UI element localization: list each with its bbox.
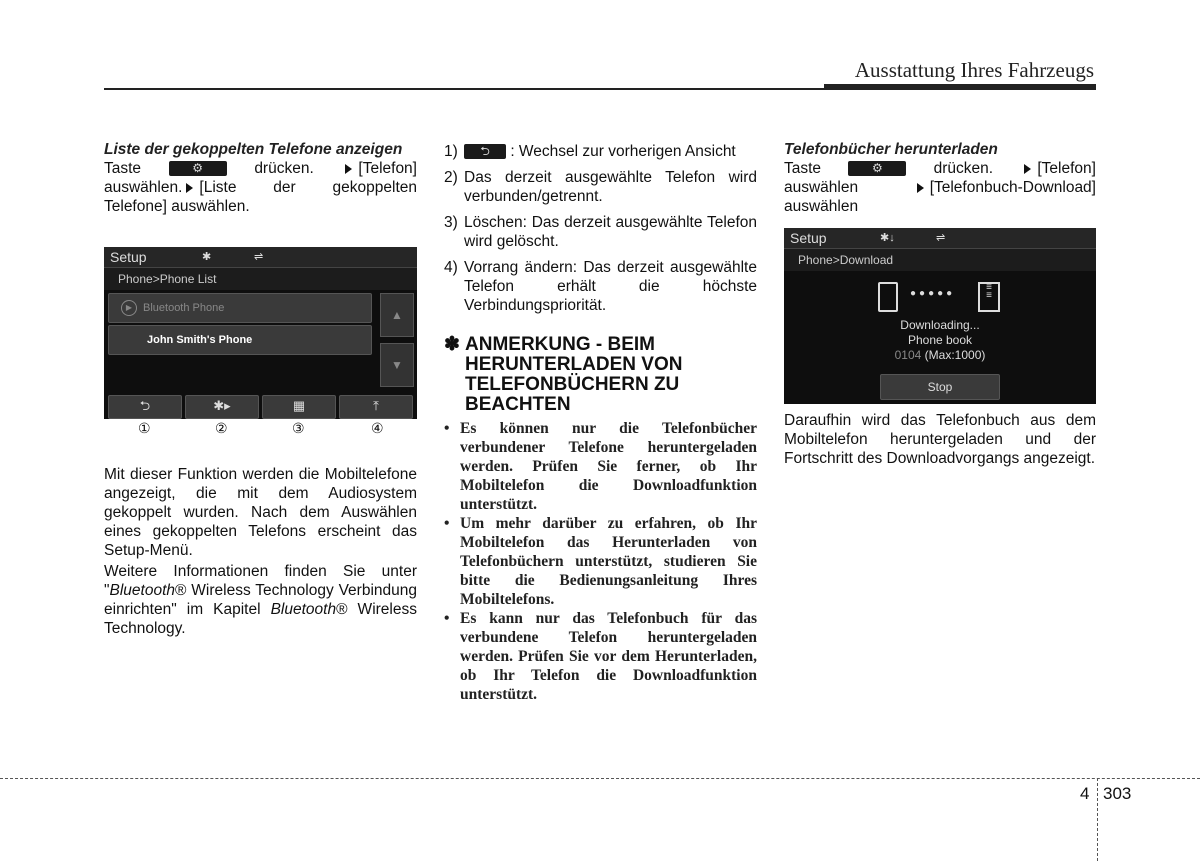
- screen-title-bar: [104, 247, 417, 268]
- right-body: [784, 411, 1096, 468]
- note-star-icon: ✽: [444, 334, 460, 355]
- screen-title-bar: [784, 228, 1096, 249]
- legend-item: [444, 258, 757, 315]
- progress-dots: ●●●●●: [910, 288, 956, 299]
- instruction-line-2: [784, 178, 1096, 197]
- text-liste: [Liste der gekoppelten Telefone] auswählen.: [104, 179, 417, 215]
- left-body: [104, 465, 417, 638]
- note-bullet: • Um mehr darüber zu erfahren, ob Ihr Mobiltelefon das Herunterladen von Telefonbüchern unterstützt, studieren Sie bitte die Bedienungsanleitung Ihres Mobiltelefons.: [444, 514, 757, 609]
- arrow-right-icon: [917, 183, 924, 193]
- bluetooth-connect-icon: ✱▸: [213, 398, 231, 413]
- marker-3: ③: [292, 420, 305, 436]
- back-button[interactable]: [108, 395, 182, 419]
- page-number: 303: [1103, 784, 1132, 803]
- footer-rule: [0, 778, 1200, 779]
- download-target: Phone book: [907, 333, 973, 347]
- chapter-number: 4: [1080, 784, 1090, 803]
- download-count-line: [784, 348, 1096, 362]
- paragraph: Daraufhin wird das Telefonbuch aus dem Mobiltelefon heruntergeladen und der Fortschritt des Downloadvorgangs angezeigt.: [784, 412, 1096, 467]
- text-taste: Taste: [784, 160, 822, 177]
- paragraph-reference: [104, 562, 417, 638]
- list-item-bluetooth-phone[interactable]: [108, 293, 372, 323]
- back-key-icon: ⮌: [464, 144, 506, 159]
- list-item-label: John Smith's Phone: [147, 334, 253, 346]
- marker-4: ④: [371, 420, 384, 436]
- text: Weitere Informationen finden Sie unter ": [104, 563, 417, 599]
- setup-key-icon: ⚙: [848, 161, 906, 176]
- button-legend: [444, 142, 757, 315]
- instruction-line-2: [104, 178, 417, 216]
- legend-text: Löschen: Das derzeit ausgewählte Telefon wird gelöscht.: [464, 214, 757, 250]
- trash-icon: ▦: [292, 398, 306, 413]
- legend-number: 2): [444, 169, 458, 186]
- text-telefon: [Telefon]: [358, 160, 417, 177]
- screen-title: Setup: [110, 249, 147, 265]
- stop-button[interactable]: [880, 374, 1000, 400]
- legend-number: 4): [444, 259, 458, 276]
- download-count: 0104: [894, 348, 922, 362]
- footer-divider: [1097, 778, 1098, 861]
- middle-column: [444, 142, 757, 704]
- download-max: (Max:1000): [924, 348, 986, 362]
- stop-button-label: Stop: [927, 380, 953, 394]
- text-bluetooth: Bluetooth: [270, 601, 337, 618]
- section-heading: Telefonbücher herunterladen: [784, 141, 998, 158]
- legend-text: Vorrang ändern: Das derzeit ausgewählte Telefon erhält die höchste Verbindungspriorität.: [464, 259, 757, 314]
- connect-button[interactable]: [185, 395, 259, 419]
- legend-item: [444, 142, 757, 161]
- back-icon: ⮌: [139, 398, 151, 413]
- screen-breadcrumb: Phone>Phone List: [104, 268, 417, 290]
- text-download: [Telefonbuch-Download]: [929, 179, 1096, 196]
- legend-number: 3): [444, 214, 458, 231]
- text-telefon: [Telefon]: [1037, 160, 1096, 177]
- play-icon: ▶: [121, 300, 137, 316]
- arrow-right-icon: [1024, 164, 1031, 174]
- phonebook-icon: ≡ ≡: [978, 282, 1000, 312]
- note-box: [444, 335, 757, 415]
- text: ® Wireless Technology.: [104, 601, 417, 637]
- bluetooth-icon: ✱: [202, 251, 212, 263]
- text-druecken: drücken.: [933, 160, 994, 177]
- text-bluetooth: Bluetooth: [109, 582, 176, 599]
- note-bullets: [444, 419, 757, 704]
- legend-text: : Wechsel zur vorherigen Ansicht: [510, 143, 736, 160]
- priority-button[interactable]: [339, 395, 413, 419]
- phone-list-screen: [104, 247, 417, 419]
- usb-icon: ⇌: [254, 251, 264, 263]
- text-druecken: drücken.: [254, 160, 314, 177]
- instruction-line-1: [784, 159, 1096, 178]
- bluetooth-download-icon: ✱↓: [880, 232, 895, 244]
- legend-item: [444, 168, 757, 206]
- list-item-john-smith-phone[interactable]: [108, 325, 372, 355]
- running-header: Ausstattung Ihres Fahrzeugs: [854, 58, 1094, 82]
- instruction-line-1: [104, 159, 417, 178]
- text-auswaehlen: auswählen.: [104, 179, 183, 196]
- legend-item: [444, 213, 757, 251]
- arrow-right-icon: [345, 164, 352, 174]
- text: ® Wireless Technology Verbindung einrichten" im Kapitel: [104, 582, 417, 618]
- text-taste: Taste: [104, 160, 142, 177]
- right-column: [784, 140, 1096, 216]
- legend-text: Das derzeit ausgewählte Telefon wird verbunden/getrennt.: [464, 169, 757, 205]
- header-rule-accent: [824, 84, 1096, 90]
- screen-title: Setup: [790, 230, 827, 246]
- setup-key-icon: ⚙: [169, 161, 227, 176]
- phone-icon: [878, 282, 898, 312]
- priority-up-icon: ⤒: [373, 398, 379, 413]
- scroll-down-button[interactable]: ▼: [380, 343, 414, 387]
- delete-button[interactable]: [262, 395, 336, 419]
- text-auswaehlen: auswählen: [784, 179, 859, 196]
- screen-breadcrumb: Phone>Download: [784, 249, 1096, 271]
- section-heading: Liste der gekoppelten Telefone anzeigen: [104, 141, 403, 158]
- left-column: [104, 140, 417, 216]
- usb-icon: ⇌: [936, 232, 946, 244]
- note-bullet: • Es können nur die Telefonbücher verbundener Telefone heruntergeladen werden. Prüfen Sie ferner, ob Ihr Mobiltelefon die Downloadfunktion unterstützt.: [444, 419, 757, 514]
- download-status: Downloading...: [900, 318, 980, 332]
- note-heading: ANMERKUNG - BEIM HERUNTERLADEN VON TELEFONBÜCHERN ZU BEACHTEN: [465, 334, 683, 415]
- legend-number: 1): [444, 143, 458, 160]
- paragraph: Mit dieser Funktion werden die Mobiltelefone angezeigt, die mit dem Audiosystem gekoppelt wurden. Nach dem Auswählen eines gekoppelten Telefons erscheint das Setup-Menü.: [104, 466, 417, 559]
- instruction-line-3: auswählen: [784, 198, 859, 215]
- marker-2: ②: [215, 420, 228, 436]
- note-bullet: • Es kann nur das Telefonbuch für das verbundene Telefon heruntergeladen werden. Prüfen Sie vor dem Herunterladen, ob Ihr Telefon die Downloadfunktion unterstützt.: [444, 609, 757, 704]
- scroll-up-button[interactable]: ▲: [380, 293, 414, 337]
- list-item-label: Bluetooth Phone: [143, 302, 225, 314]
- download-screen: [784, 228, 1096, 404]
- arrow-right-icon: [186, 183, 193, 193]
- marker-1: ①: [138, 420, 151, 436]
